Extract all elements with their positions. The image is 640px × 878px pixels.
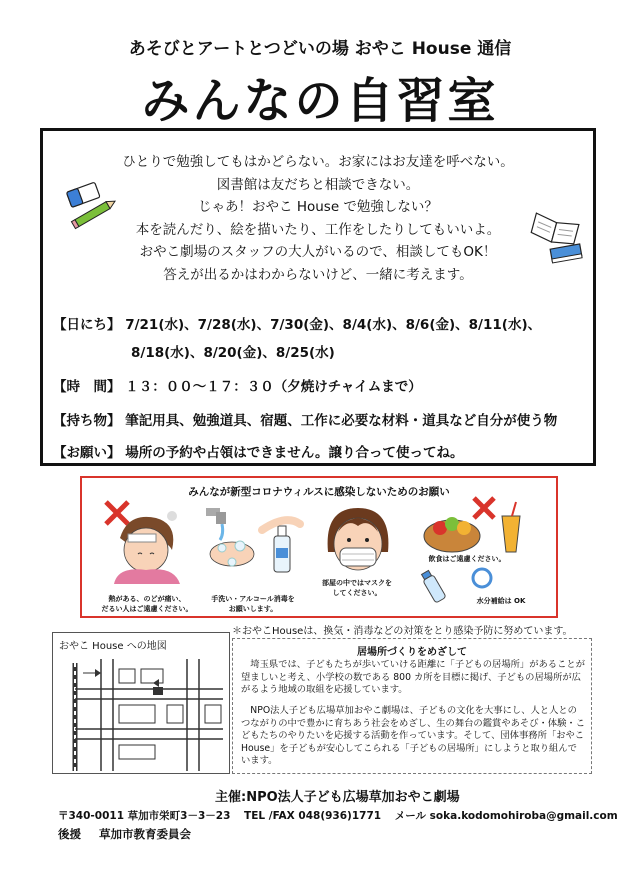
request-label: 【お願い】 bbox=[53, 445, 121, 461]
covid-item-handwash-line: お願いします。 bbox=[228, 605, 278, 613]
support bbox=[58, 826, 205, 842]
sick-child-icon bbox=[98, 498, 190, 584]
covid-item-fever bbox=[92, 594, 202, 614]
infection-prevention-note: ＊おやこHouseは、換気・消毒などの対策をとり感染予防に努めています。 bbox=[232, 626, 573, 637]
covid-item-handwash bbox=[198, 594, 308, 614]
bring-value: 筆記用具、勉強道具、宿題、工作に必要な材料・道具など自分が使う物 bbox=[125, 413, 558, 429]
time-label: 【時 間】 bbox=[53, 379, 121, 395]
dates-value: 7/21(水)、7/28(水)、7/30(金)、8/4(水)、8/6(金)、8/11(水)、 bbox=[125, 317, 542, 333]
covid-notice-title: みんなが新型コロナウィルスに感染しないためのお願い bbox=[188, 486, 450, 498]
handwash-icon bbox=[202, 504, 312, 584]
ibasho-title: 居場所づくりをめざして bbox=[357, 647, 467, 658]
time-value: １３：００～１７：３０（夕焼けチャイムまで） bbox=[125, 379, 422, 395]
main-info-box bbox=[40, 128, 596, 466]
bring-label: 【持ち物】 bbox=[53, 413, 121, 429]
time-row bbox=[53, 375, 422, 395]
covid-item-water-ok: 水分補給は OK bbox=[476, 597, 526, 605]
email: メール soka.kodomohiroba@gmail.com bbox=[394, 810, 618, 822]
intro-line: おやこ劇場のスタッフの大人がいるので、相談してもOK！ bbox=[139, 244, 497, 260]
tel-fax: TEL /FAX 048(936)1771 bbox=[244, 810, 382, 822]
dates-row bbox=[53, 313, 541, 333]
mask-face-icon bbox=[318, 502, 398, 582]
request-row bbox=[53, 441, 464, 461]
intro-line: 図書館は友だちと相談できない。 bbox=[216, 176, 420, 193]
intro-line: ひとりで勉強してもはかどらない。お家にはお友達を呼べない。 bbox=[122, 154, 514, 170]
dates-value-line2: 8/18(水)、8/20(金)、8/25(水) bbox=[131, 345, 335, 361]
address: 〒340-0011 草加市栄町3－3－23 bbox=[58, 810, 231, 822]
map-box bbox=[52, 632, 230, 774]
covid-item-handwash-line: 手洗い・アルコール消毒を bbox=[211, 595, 295, 603]
intro-line: じゃあ！おやこ House で勉強しない？ bbox=[198, 199, 438, 215]
covid-item-mask-line: 部屋の中ではマスクを bbox=[322, 579, 392, 587]
page-title: みんなの自習室 bbox=[141, 73, 499, 129]
covid-item-mask bbox=[302, 578, 412, 598]
covid-item-mask-line: してください。 bbox=[332, 589, 382, 597]
ibasho-section bbox=[232, 638, 592, 774]
organizer: 主催:NPO法人子ども広場草加おやこ劇場 bbox=[215, 790, 460, 805]
eraser-pencil-icon bbox=[63, 179, 123, 229]
support-value: 草加市教育委員会 bbox=[99, 827, 192, 841]
no-eating-icon bbox=[418, 492, 528, 562]
covid-item-fever-line: 熱がある、のどが痛い、 bbox=[108, 595, 186, 603]
map-title: おやこ House への地図 bbox=[59, 641, 167, 652]
covid-item-no-eating: 飲食はご遠慮ください。 bbox=[428, 555, 506, 563]
covid-notice-box bbox=[80, 476, 558, 618]
intro-line: 答えが出るかはわからないけど、一緒に考えます。 bbox=[163, 266, 473, 283]
ibasho-paragraph-1: 埼玉県では、子どもたちが歩いていける距離に「子どもの居場所」があることが望ましいと考え、小学校の数である 800 カ所を目標に掲げ、子どもの居場所が広がるよう地域の取組を応援しています。 bbox=[241, 659, 585, 695]
intro-line: 本を読んだり、絵を描いたり、工作をしたりしてもいいよ。 bbox=[135, 221, 501, 238]
newsletter-subtitle: あそびとアートとつどいの場 おやこ House 通信 bbox=[128, 39, 512, 59]
books-icon bbox=[527, 209, 587, 265]
request-value: 場所の予約や占領はできません。譲り合って使ってね。 bbox=[125, 445, 464, 461]
intro-text bbox=[43, 151, 593, 286]
bring-row bbox=[53, 409, 557, 429]
map-diagram bbox=[53, 633, 231, 775]
ibasho-paragraph-2: NPO法人子ども広場草加おやこ劇場は、子どもの文化を大事にし、人と人とのつながりの中で豊かに育ちあう社会をめざし、生の舞台の鑑賞やあそび・体験・こどもたちのやりたいを応援する活動を作っています。そして、団体事務所「おやこ House」を子どもが安心してこられる「子どもの居場所」にしようと取り組んでいます。 bbox=[241, 705, 585, 766]
covid-item-fever-line: だるい人はご遠慮ください。 bbox=[101, 605, 193, 613]
contact-info bbox=[58, 808, 628, 823]
support-label: 後援 bbox=[58, 827, 81, 841]
dates-label: 【日にち】 bbox=[53, 317, 121, 333]
